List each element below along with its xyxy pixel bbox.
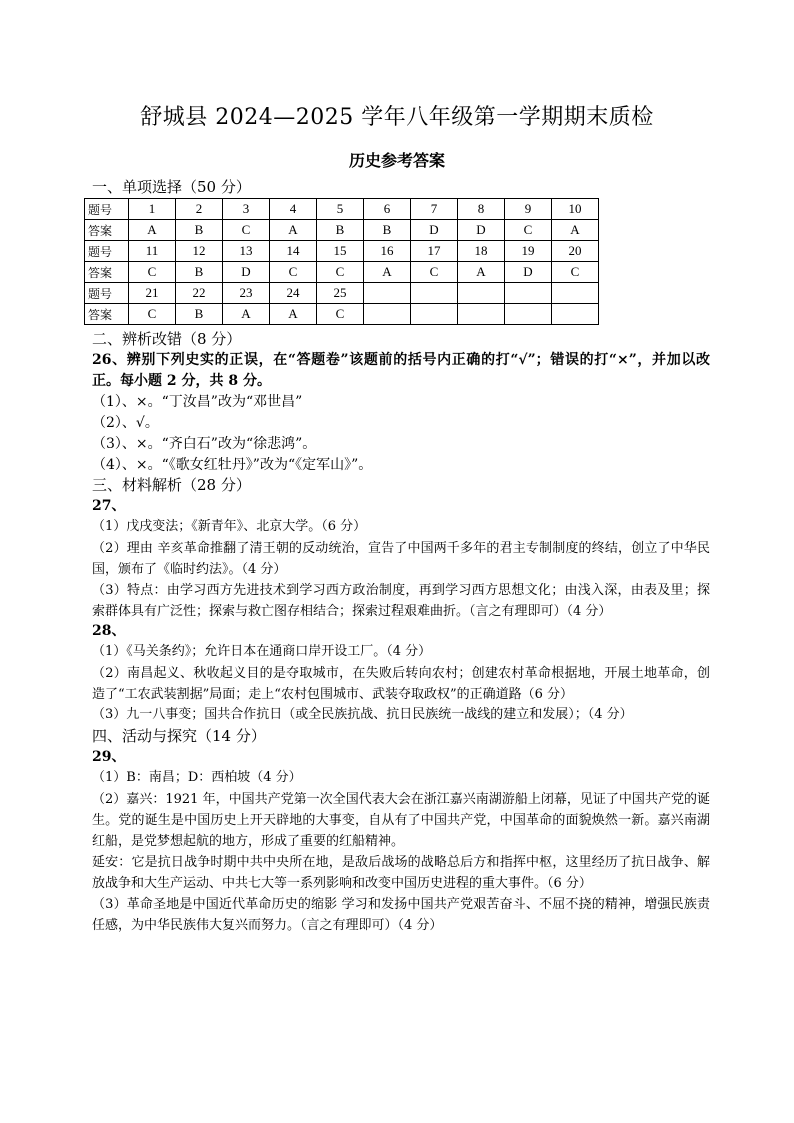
table-cell: B <box>364 220 411 241</box>
table-cell: C <box>223 220 270 241</box>
table-cell: A <box>129 220 176 241</box>
table-cell: 6 <box>364 199 411 220</box>
answer-26-2: （2）、√。 <box>92 415 159 431</box>
table-cell: 11 <box>129 241 176 262</box>
table-cell <box>505 304 552 325</box>
table-cell: 答案 <box>85 304 129 325</box>
table-cell: C <box>317 304 364 325</box>
table-cell <box>364 283 411 304</box>
table-cell: C <box>270 262 317 283</box>
answer-29-1: （1）B：南昌；D：西柏坡（4 分） <box>92 770 302 785</box>
table-row <box>85 304 599 325</box>
table-cell: C <box>129 304 176 325</box>
table-row <box>85 241 599 262</box>
table-cell: D <box>411 220 458 241</box>
table-cell: C <box>411 262 458 283</box>
table-cell: 8 <box>458 199 505 220</box>
table-cell: 7 <box>411 199 458 220</box>
table-cell: 题号 <box>85 241 129 262</box>
table-cell <box>458 283 505 304</box>
section2-heading: 二、辨析改错（8 分） <box>92 330 242 348</box>
table-cell: B <box>176 220 223 241</box>
table-cell <box>411 304 458 325</box>
answer-29-2: （2）嘉兴：1921 年，中国共产党第一次全国代表大会在浙江嘉兴南湖游船上闭幕，见证了中国共产党的诞生。党的诞生是中国历史上开天辟地的大事变，自从有了中国共产党，中国革命的面貌焕然一新。嘉兴南湖红船，是党梦想起航的地方，形成了重要的红船精神。 <box>92 792 710 849</box>
table-cell: C <box>552 262 599 283</box>
answer-table <box>84 198 599 325</box>
table-cell: D <box>505 262 552 283</box>
table-cell: 10 <box>552 199 599 220</box>
table-cell: 22 <box>176 283 223 304</box>
document-subtitle: 历史参考答案 <box>348 151 445 170</box>
table-cell: 题号 <box>85 283 129 304</box>
answer-27-1: （1）戊戌变法；《新青年》、北京大学。（6 分） <box>92 519 367 534</box>
answer-29-yanan: 延安：它是抗日战争时期中共中央所在地，是敌后战场的战略总后方和指挥中枢，这里经历了抗日战争、解放战争和大生产运动、中共七大等一系列影响和改变中国历史进程的重大事件。（6 分） <box>92 855 710 891</box>
table-cell: 4 <box>270 199 317 220</box>
table-cell: A <box>270 220 317 241</box>
table-cell: 16 <box>364 241 411 262</box>
document-title: 舒城县 2024—2025 学年八年级第一学期期末质检 <box>140 105 654 130</box>
table-cell: 23 <box>223 283 270 304</box>
table-cell <box>411 283 458 304</box>
table-cell: 25 <box>317 283 364 304</box>
table-cell: 21 <box>129 283 176 304</box>
table-cell: A <box>223 304 270 325</box>
table-cell: C <box>505 220 552 241</box>
section3-heading: 三、材料解析（28 分） <box>92 476 251 494</box>
table-cell: 题号 <box>85 199 129 220</box>
answer-28-2: （2）南昌起义、秋收起义目的是夺取城市，在失败后转向农村；创建农村革命根据地，开展土地革命，创造了“工农武装割据”局面；走上“农村包围城市、武装夺取政权”的正确道路（6 分） <box>92 666 710 702</box>
table-cell <box>364 304 411 325</box>
table-row <box>85 199 599 220</box>
table-cell: 18 <box>458 241 505 262</box>
table-cell: 2 <box>176 199 223 220</box>
table-cell <box>458 304 505 325</box>
table-cell: A <box>364 262 411 283</box>
table-cell: 5 <box>317 199 364 220</box>
table-cell: 12 <box>176 241 223 262</box>
answer-26-4: （4）、×。“《歌女红牡丹》”改为“《定军山》”。 <box>92 457 373 473</box>
answer-29-3: （3）革命圣地是中国近代革命历史的缩影 学习和发扬中国共产党艰苦奋斗、不屈不挠的精神，增强民族责任感，为中华民族伟大复兴而努力。（言之有理即可）（4 分） <box>92 897 710 933</box>
answer-27-2: （2）理由 辛亥革命推翻了清王朝的反动统治，宣告了中国两千多年的君主专制制度的终结，创立了中华民国，颁布了《临时约法》。（4 分） <box>92 541 710 577</box>
table-cell: B <box>317 220 364 241</box>
table-cell: A <box>552 220 599 241</box>
table-row <box>85 283 599 304</box>
answer-26-1: （1）、×。“丁汝昌”改为“邓世昌” <box>92 394 303 410</box>
table-row <box>85 220 599 241</box>
table-cell: B <box>176 262 223 283</box>
table-cell: A <box>458 262 505 283</box>
table-cell: 17 <box>411 241 458 262</box>
table-cell: 9 <box>505 199 552 220</box>
question-29: 29、 <box>92 749 126 765</box>
table-cell <box>552 304 599 325</box>
table-cell: A <box>270 304 317 325</box>
section1-heading: 一、单项选择（50 分） <box>92 178 251 196</box>
answer-28-3: （3）九一八事变；国共合作抗日（或全民族抗战、抗日民族统一战线的建立和发展）；（4 分） <box>92 707 633 722</box>
table-cell: 15 <box>317 241 364 262</box>
answer-26-3: （3）、×。“齐白石”改为“徐悲鸿”。 <box>92 436 317 452</box>
table-cell: 1 <box>129 199 176 220</box>
table-cell: 19 <box>505 241 552 262</box>
table-cell: 14 <box>270 241 317 262</box>
section4-heading: 四、活动与探究（14 分） <box>92 727 266 745</box>
table-cell <box>552 283 599 304</box>
question-27: 27、 <box>92 498 126 514</box>
answer-27-3: （3）特点：由学习西方先进技术到学习西方政治制度，再到学习西方思想文化；由浅入深，由表及里；探索群体具有广泛性；探索与救亡图存相结合；探索过程艰难曲折。（言之有理即可）（4 分） <box>92 583 710 619</box>
table-cell: 3 <box>223 199 270 220</box>
table-cell <box>505 283 552 304</box>
table-row <box>85 262 599 283</box>
question-28: 28、 <box>92 623 126 639</box>
table-cell: C <box>317 262 364 283</box>
table-cell: B <box>176 304 223 325</box>
table-cell: C <box>129 262 176 283</box>
table-cell: 答案 <box>85 220 129 241</box>
table-cell: 答案 <box>85 262 129 283</box>
table-cell: 24 <box>270 283 317 304</box>
table-cell: D <box>458 220 505 241</box>
answer-28-1: （1）《马关条约》；允许日本在通商口岸开设工厂。（4 分） <box>92 644 432 659</box>
question-26: 26、辨别下列史实的正误，在“答题卷”该题前的括号内正确的打“√”；错误的打“×”，并加以改正。每小题 2 分，共 8 分。 <box>92 352 710 389</box>
table-cell: D <box>223 262 270 283</box>
table-cell: 20 <box>552 241 599 262</box>
table-cell: 13 <box>223 241 270 262</box>
